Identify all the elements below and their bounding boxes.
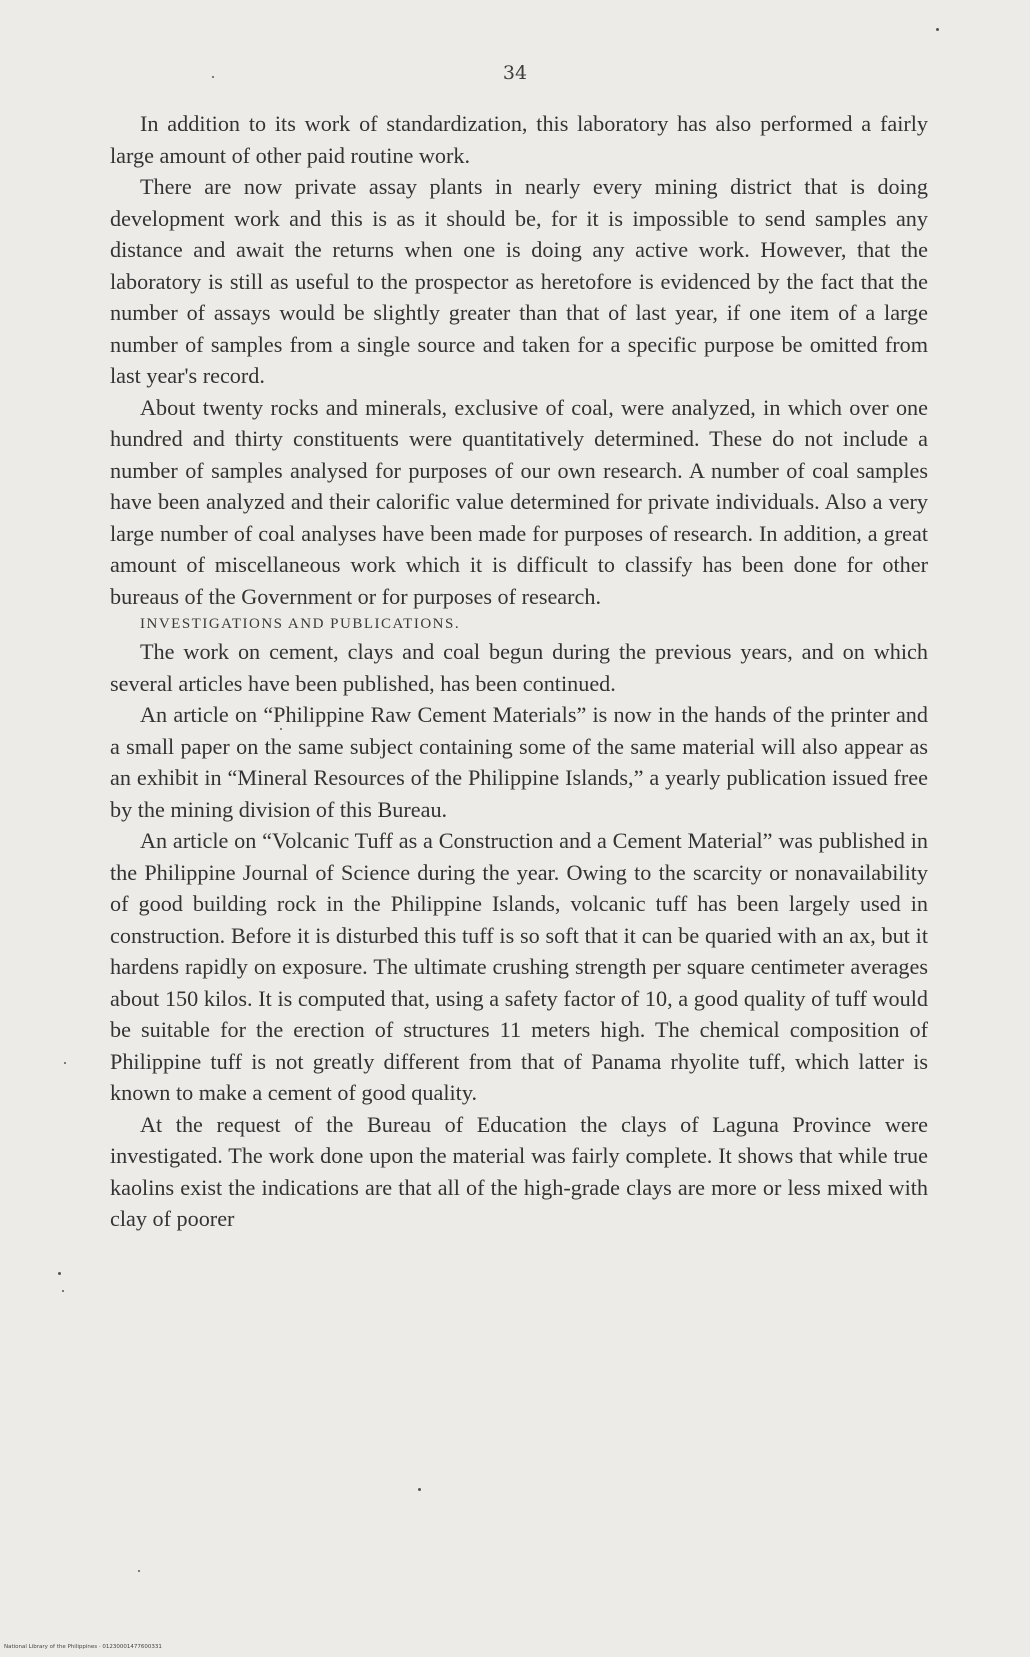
scan-speck bbox=[138, 1570, 140, 1572]
scan-speck bbox=[58, 1272, 61, 1275]
scan-speck bbox=[212, 76, 214, 78]
footer-note: National Library of the Philippines · 01230001477600331 bbox=[4, 1644, 162, 1650]
paragraph-analyses: About twenty rocks and minerals, exclusive of coal, were analyzed, in which over one hundred and thirty constituents were quantitatively determined. These do not include a number of samples analysed for purposes of our own research. A number of coal samples have been analyzed and their calorific value determined for private individuals. Also a very large number of coal analyses have been made for purposes of research. In addition, a great amount of miscellaneous work which it is difficult to classify has been done for other bureaus of the Government or for purposes of research. bbox=[110, 394, 928, 609]
scan-speck bbox=[64, 1062, 66, 1064]
section-heading: INVESTIGATIONS AND PUBLICATIONS. bbox=[140, 616, 461, 632]
scan-speck bbox=[936, 28, 939, 31]
page-number: 34 bbox=[502, 62, 528, 84]
paragraph-laguna-clays: At the request of the Bureau of Education the clays of Laguna Province were investigated. The work done upon the material was fairly complete. It shows that while true kaolins exist the indications are that all of the high-grade clays are more or less mixed with clay of poorer bbox=[110, 1111, 928, 1231]
scan-speck bbox=[280, 728, 282, 730]
body-text bbox=[110, 108, 928, 1235]
paragraph-standardization: In addition to its work of standardization, this laboratory has also performed a fairly large amount of other paid routine work. bbox=[110, 111, 928, 168]
paragraph-volcanic-tuff: An article on “Volcanic Tuff as a Construction and a Cement Material” was published in the Philippine Journal of Science during the year. Owing to the scarcity or nonavailability of good building rock in the Philippine Islands, volcanic tuff has been largely used in construction. Before it is disturbed this tuff is so soft that it can be quaried with an ax, but it hardens rapidly on exposure. The ultimate crushing strength per square centimeter averages about 150 kilos. It is computed that, using a safety factor of 10, a good quality of tuff would be suitable for the erection of structures 11 meters high. The chemical composition of Philippine tuff is not greatly different from that of Panama rhyolite tuff, which latter is known to make a cement of good quality. bbox=[110, 828, 928, 1105]
scan-speck bbox=[62, 1290, 64, 1292]
scan-speck bbox=[418, 1488, 421, 1491]
paragraph-assay-plants: There are now private assay plants in nearly every mining district that is doing development work and this is as it should be, for it is impossible to send samples any distance and await the returns when one is doing any active work. However, that the laboratory is still as useful to the prospector as heretofore is evidenced by the fact that the number of assays would be slightly greater than that of last year, if one item of a large number of samples from a single source and taken for a specific purpose be omitted from last year's record. bbox=[110, 174, 928, 388]
paragraph-raw-cement-article: An article on “Philippine Raw Cement Materials” is now in the hands of the printer and a small paper on the same subject containing some of the same material will also appear as an exhibit in “Mineral Resources of the Philippine Islands,” a yearly publication issued free by the mining division of this Bureau. bbox=[110, 702, 928, 822]
paragraph-cement-clays-coal: The work on cement, clays and coal begun during the previous years, and on which several articles have been published, has been continued. bbox=[110, 639, 928, 696]
